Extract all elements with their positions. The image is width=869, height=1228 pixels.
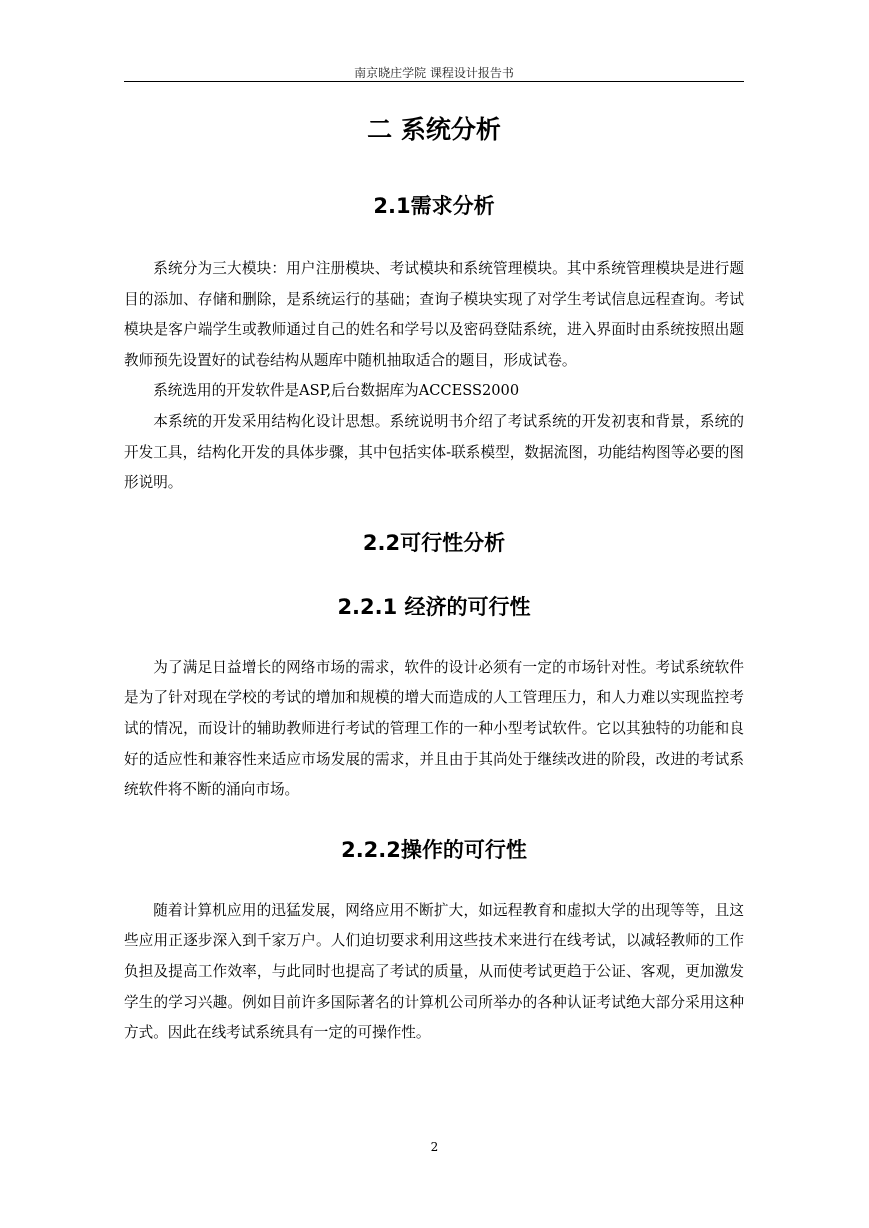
paragraph: 本系统的开发采用结构化设计思想。系统说明书介绍了考试系统的开发初衷和背景，系统的开发工具，结构化开发的具体步骤，其中包括实体-联系模型，数据流图，功能结构图等必要的图形说明。 (124, 412, 744, 492)
paragraph: 随着计算机应用的迅猛发展，网络应用不断扩大，如远程教育和虚拟大学的出现等等，且这些应用正逐步深入到千家万户。人们迫切要求利用这些技术来进行在线考试，以减轻教师的工作负担及提高工作效率，与此同时也提高了考试的质量，从而使考试更趋于公证、客观，更加激发学生的学习兴趣。例如目前许多国际著名的计算机公司所举办的各种认证考试绝大部分采用这种方式。因此在线考试系统具有一定的可操作性。 (124, 901, 744, 1042)
section-title-2-2: 2.2可行性分析 (362, 530, 506, 555)
section-title-2-1: 2.1需求分析 (373, 194, 495, 218)
paragraph: 为了满足日益增长的网络市场的需求，软件的设计必须有一定的市场针对性。考试系统软件是为了针对现在学校的考试的增加和规模的增大而造成的人工管理压力，和人力难以实现监控考试的情况，而设计的辅助教师进行考试的管理工作的一种小型考试软件。它以其独特的功能和良好的适应性和兼容性来适应市场发展的需求，并且由于其尚处于继续改进的阶段，改进的考试系统软件将不断的涌向市场。 (124, 658, 744, 799)
paragraph: 系统分为三大模块：用户注册模块、考试模块和系统管理模块。其中系统管理模块是进行题目的添加、存储和删除，是系统运行的基础；查询子模块实现了对学生考试信息远程查询。考试模块是客户端学生或教师通过自己的姓名和学号以及密码登陆系统，进入界面时由系统按照出题教师预先设置好的试卷结构从题库中随机抽取适合的题目，形成试卷。 (124, 260, 744, 369)
chapter-title: 二 系统分析 (367, 115, 501, 144)
page-number: 2 (430, 1140, 439, 1154)
header-rule (124, 81, 744, 82)
paragraph: 系统选用的开发软件是ASP,后台数据库为ACCESS2000 (153, 382, 520, 400)
section-title-2-2-1: 2.2.1 经济的可行性 (337, 594, 531, 619)
section-title-2-2-2: 2.2.2操作的可行性 (341, 837, 527, 862)
page-header: 南京晓庄学院 课程设计报告书 (354, 66, 514, 80)
page-content (124, 110, 744, 1049)
